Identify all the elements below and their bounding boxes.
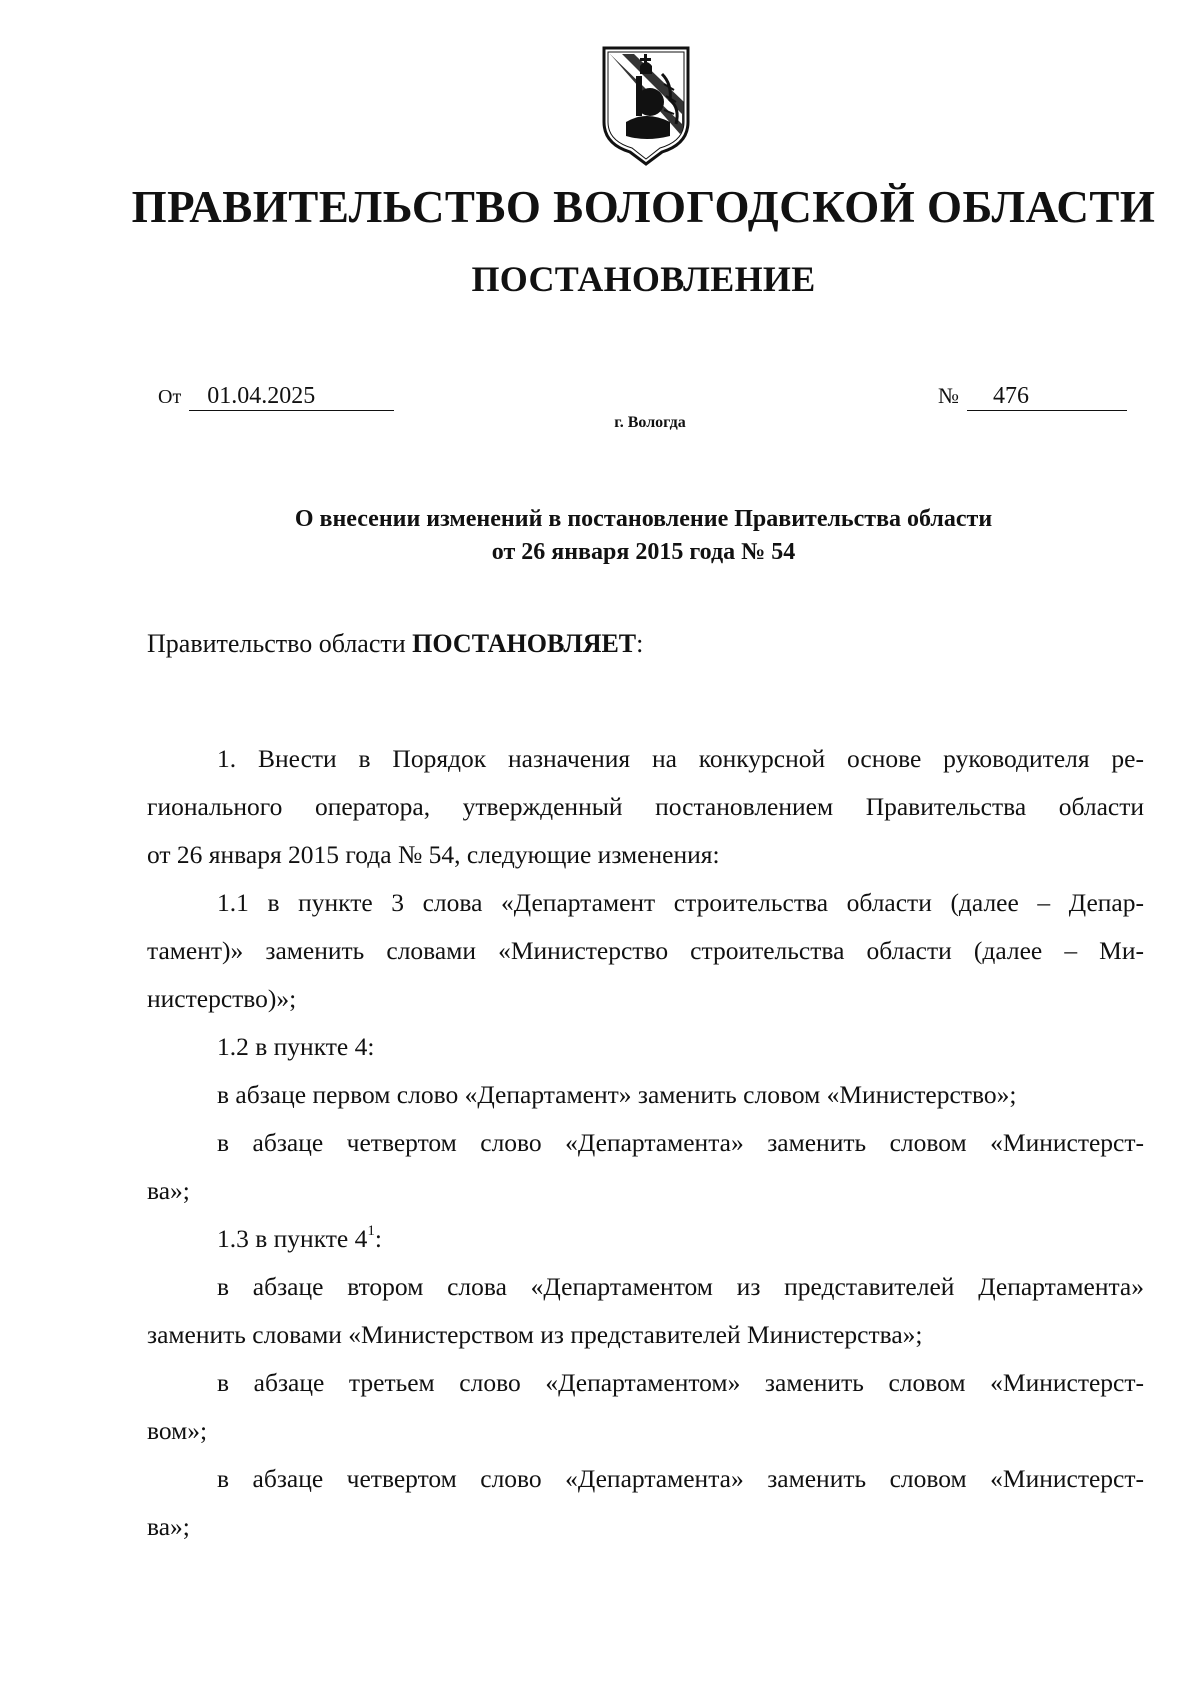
body-line: в абзаце третьем слово «Департаментом» заменить словом «Министерст- xyxy=(217,1368,1144,1397)
body-line: 1.1 в пункте 3 слова «Департамент строительства области (далее – Депар- xyxy=(217,888,1144,917)
subject-line: от 26 января 2015 года № 54 xyxy=(491,539,796,565)
city-label: г. Вологда xyxy=(614,414,686,431)
item-colon: : xyxy=(374,1224,382,1253)
body-line: в абзаце четвертом слово «Департамента» заменить словом «Министерст- xyxy=(217,1464,1144,1493)
superscript: 1 xyxy=(367,1223,375,1239)
document-date xyxy=(158,382,394,411)
body-line: вом»; xyxy=(147,1416,208,1445)
body-line: 1. Внести в Порядок назначения на конкурсной основе руководителя ре- xyxy=(217,744,1144,773)
preamble-text: Правительство области xyxy=(147,629,413,658)
body-line: гионального оператора, утвержденный постановлением Правительства области xyxy=(147,792,1144,821)
date-value: 01.04.2025 xyxy=(189,382,394,411)
body-line: в абзаце четвертом слово «Департамента» заменить словом «Министерст- xyxy=(217,1128,1144,1157)
number-prefix: № xyxy=(938,383,959,408)
coat-of-arms-emblem xyxy=(600,44,692,166)
preamble-keyword: ПОСТАНОВЛЯЕТ xyxy=(412,629,637,658)
body-line: заменить словами «Министерством из представителей Министерства»; xyxy=(147,1320,923,1349)
body-line: нистерство)»; xyxy=(147,984,297,1013)
body-line: в абзаце первом слово «Департамент» заменить словом «Министерство»; xyxy=(217,1080,1017,1109)
body-line: в абзаце втором слова «Департаментом из представителей Департамента» xyxy=(217,1272,1144,1301)
body-line: тамент)» заменить словами «Министерство строительства области (далее – Ми- xyxy=(147,936,1144,965)
document-body xyxy=(147,735,1144,1551)
preamble xyxy=(147,629,643,659)
organization-title: ПРАВИТЕЛЬСТВО ВОЛОГОДСКОЙ ОБЛАСТИ xyxy=(131,182,1156,232)
document-subject xyxy=(0,503,1200,569)
body-line: ва»; xyxy=(147,1512,190,1541)
body-line: 1.2 в пункте 4: xyxy=(217,1032,375,1061)
date-prefix: От xyxy=(158,386,182,408)
body-line: от 26 января 2015 года № 54, следующие изменения: xyxy=(147,840,720,869)
number-value: 476 xyxy=(967,382,1127,411)
preamble-colon: : xyxy=(636,629,644,658)
document-number xyxy=(938,382,1127,411)
subject-line: О внесении изменений в постановление Правительства области xyxy=(294,506,993,532)
body-line: ва»; xyxy=(147,1176,190,1205)
body-line xyxy=(147,1215,1144,1263)
item-text: 1.3 в пункте 4 xyxy=(217,1224,368,1253)
document-type-heading: ПОСТАНОВЛЕНИЕ xyxy=(471,259,816,299)
